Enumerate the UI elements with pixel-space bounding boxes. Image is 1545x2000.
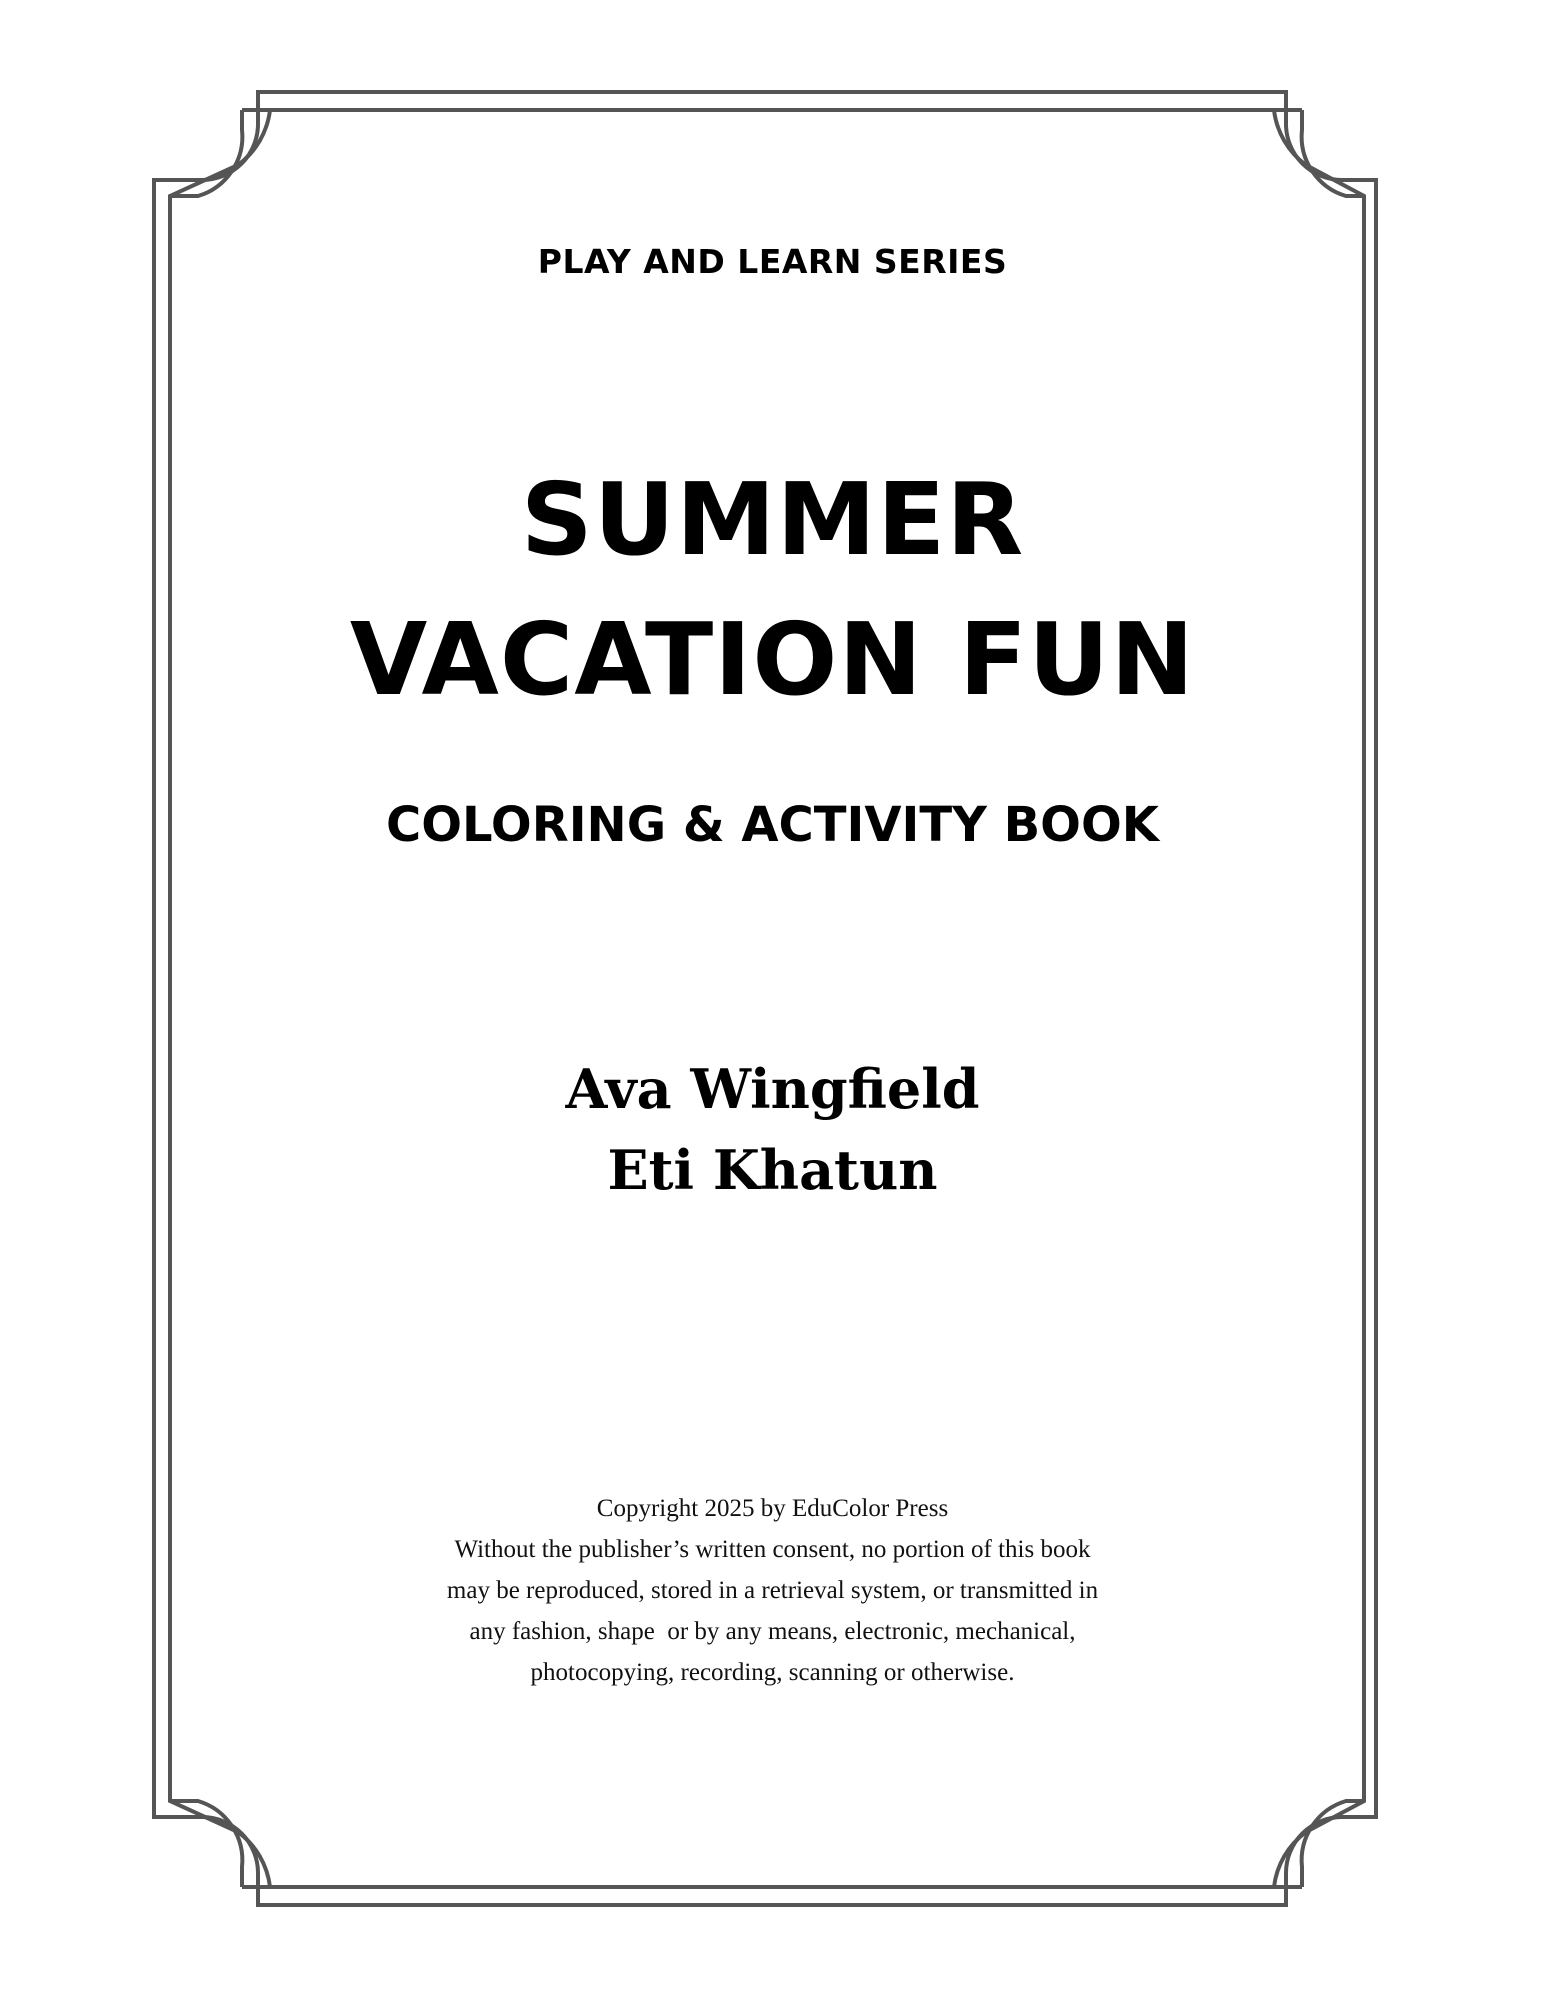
corner-ornament-top-left [170,110,242,196]
copyright-line: photocopying, recording, scanning or otherwise. [530,1659,1015,1686]
series-label: PLAY AND LEARN SERIES [537,242,1008,281]
copyright-line: any fashion, shape or by any means, electronic, mechanical, [469,1618,1076,1645]
copyright-line: Copyright 2025 by EduColor Press [596,1495,949,1522]
title-line-2: VACATION FUN [349,601,1196,718]
corner-ornament-bottom-right [1302,1801,1364,1887]
corner-ornament-bottom-left [170,1801,242,1887]
title-line-1: SUMMER [520,461,1025,578]
corner-ornament-top-right [1302,110,1364,196]
copyright-line: Without the publisher’s written consent, no portion of this book [454,1536,1091,1563]
copyright-line: may be reproduced, stored in a retrieval system, or transmitted in [446,1577,1099,1604]
author-name: Eti Khatun [607,1138,938,1202]
subtitle: COLORING & ACTIVITY BOOK [386,797,1159,853]
author-name: Ava Wingfield [565,1057,980,1121]
